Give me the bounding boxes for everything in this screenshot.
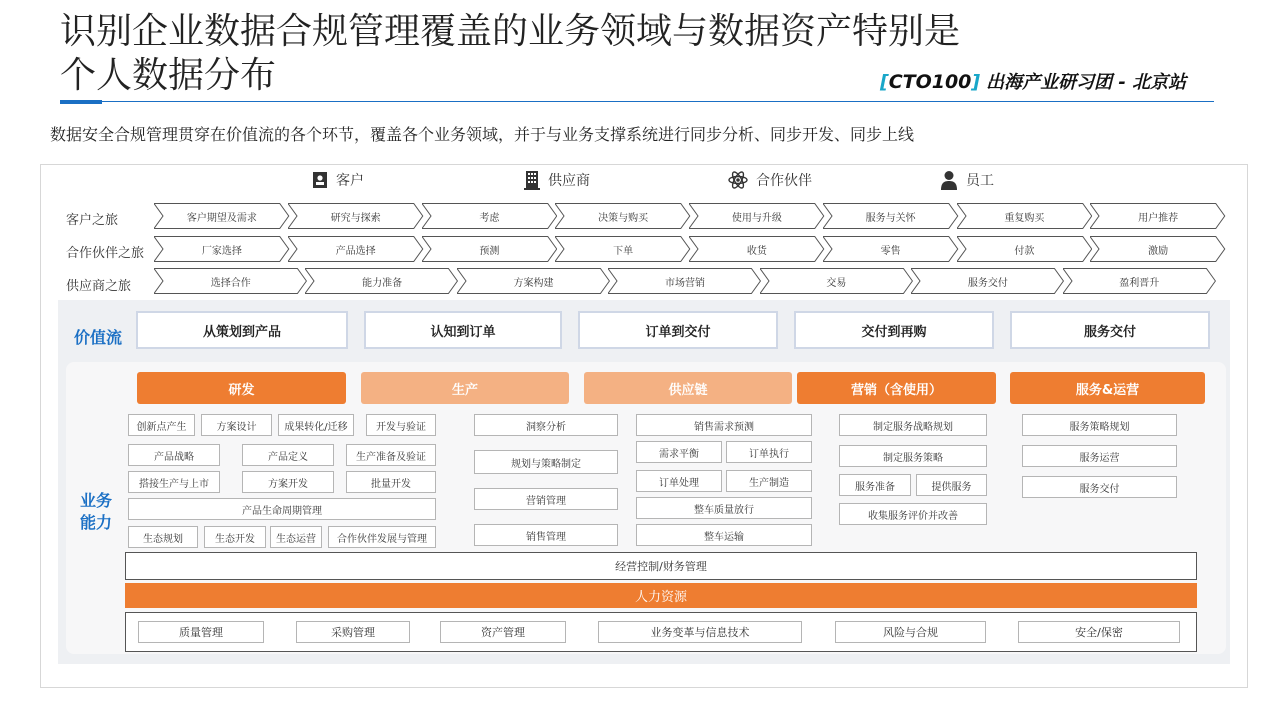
value-stream-item: 从策划到产品: [136, 311, 348, 349]
journey-step-label: 付款: [1014, 245, 1035, 257]
support-function: 质量管理: [138, 621, 264, 643]
journey-step-label: 服务交付: [967, 277, 1008, 289]
capability-box: 生产制造: [726, 470, 812, 492]
stakeholder-customer: [312, 170, 364, 190]
stakeholder-label: 合作伙伴: [756, 173, 812, 189]
journey-step-label: 下单: [613, 245, 634, 257]
journey-step-label: 选择合作: [210, 277, 251, 289]
journey-step-label: 产品选择: [335, 245, 376, 257]
subtitle: 数据安全合规管理贯穿在价值流的各个环节，覆盖各个业务领域，并于与业务支撑系统进行同步分析、同步开发、同步上线: [50, 125, 915, 144]
capability-label: 业务能力: [80, 491, 113, 532]
support-function: 风险与合规: [835, 621, 986, 643]
journey-step: [457, 268, 610, 294]
journey-step: [154, 236, 290, 262]
journey-step-label: 用户推荐: [1138, 212, 1179, 224]
capability-box: 服务运营: [1022, 445, 1177, 467]
capability-box: 销售需求预测: [636, 414, 812, 436]
capability-box: 开发与验证: [366, 414, 436, 436]
capability-box: 生态开发: [204, 526, 266, 548]
capability-box: 制定服务战略规划: [839, 414, 987, 436]
journey-step: [1090, 236, 1226, 262]
support-function: 安全/保密: [1018, 621, 1180, 643]
finance-management-bar: 经营控制/财务管理: [125, 552, 1197, 580]
journey-step-label: 能力准备: [362, 277, 403, 289]
capability-box: 洞察分析: [474, 414, 618, 436]
page-title-line-2: 个人数据分布: [60, 55, 277, 96]
stakeholder-label: 员工: [966, 173, 994, 189]
journey-step: [689, 203, 825, 229]
journey-step: [608, 268, 761, 294]
capability-box: 产品战略: [128, 444, 220, 466]
journey-step: [154, 268, 307, 294]
journey-step-label: 方案构建: [513, 277, 554, 289]
value-stream-item: 订单到交付: [578, 311, 778, 349]
journey-row-customer: [154, 203, 1224, 229]
domain-header: 供应链: [584, 372, 792, 404]
journey-row-supplier: [154, 268, 1214, 294]
capability-box: 规划与策略制定: [474, 450, 618, 474]
human-resources-bar: 人力资源: [125, 583, 1197, 608]
capability-box: 服务策略规划: [1022, 414, 1177, 436]
journey-step-label: 预测: [479, 245, 500, 257]
atom-icon: [728, 170, 748, 190]
journey-label-customer: 客户之旅: [66, 213, 119, 228]
title-divider: [60, 101, 1214, 102]
journey-step-label: 考虑: [479, 212, 500, 224]
journey-label-supplier: 供应商之旅: [66, 279, 132, 294]
journey-step-label: 交易: [826, 277, 847, 289]
journey-step-label: 市场营销: [664, 277, 705, 289]
journey-step: [1090, 203, 1226, 229]
value-stream-item: 认知到订单: [364, 311, 562, 349]
support-function: 采购管理: [296, 621, 410, 643]
capability-box: 批量开发: [346, 471, 436, 493]
capability-box: 成果转化/迁移: [278, 414, 354, 436]
journey-step: [305, 268, 458, 294]
capability-box: 提供服务: [916, 474, 987, 496]
capability-box: 服务交付: [1022, 476, 1177, 498]
journey-step-label: 决策与购买: [598, 212, 649, 224]
capability-box: 生态运营: [270, 526, 322, 548]
journey-step: [823, 203, 959, 229]
capability-box: 营销管理: [474, 488, 618, 510]
stakeholder-employee: [940, 170, 994, 190]
journey-step-label: 研究与探索: [330, 212, 381, 224]
capability-box: 合作伙伴发展与管理: [328, 526, 436, 548]
journey-step-label: 激励: [1148, 245, 1169, 257]
capability-box: 收集服务评价并改善: [839, 503, 987, 525]
stakeholder-partner: [728, 170, 812, 190]
value-stream-item: 交付到再购: [794, 311, 994, 349]
capability-box: 整车运输: [636, 524, 812, 546]
journey-label-partner: 合作伙伴之旅: [66, 246, 145, 261]
journey-step: [823, 236, 959, 262]
capability-box: 产品生命周期管理: [128, 498, 436, 520]
domain-header: 营销（含使用）: [797, 372, 996, 404]
contact-card-icon: [312, 171, 328, 189]
capability-box: 创新点产生: [128, 414, 195, 436]
stakeholder-label: 客户: [336, 173, 364, 189]
journey-step-label: 客户期望及需求: [186, 212, 257, 224]
journey-step: [288, 203, 424, 229]
capability-box: 服务准备: [839, 474, 911, 496]
brand-logo: [880, 68, 1186, 94]
capability-box: 订单处理: [636, 470, 722, 492]
brand-bracket-open: [: [880, 71, 889, 93]
stakeholder-label: 供应商: [548, 173, 590, 189]
domain-header: 研发: [137, 372, 346, 404]
capability-box: 销售管理: [474, 524, 618, 546]
journey-step-label: 使用与升级: [731, 212, 782, 224]
journey-step: [555, 203, 691, 229]
journey-step-label: 重复购买: [1004, 212, 1045, 224]
brand-org: 出海产业研习团 - 北京站: [986, 72, 1187, 93]
capability-box: 方案设计: [201, 414, 272, 436]
building-icon: [524, 170, 540, 190]
journey-step: [288, 236, 424, 262]
journey-step: [760, 268, 913, 294]
journey-step-label: 厂家选择: [201, 245, 242, 257]
value-stream-label: 价值流: [74, 328, 123, 347]
journey-step: [154, 203, 290, 229]
support-function: 业务变革与信息技术: [598, 621, 802, 643]
journey-step: [1063, 268, 1216, 294]
capability-box: 整车质量放行: [636, 497, 812, 519]
journey-step: [555, 236, 691, 262]
page-title-line-1: 识别企业数据合规管理覆盖的业务领域与数据资产特别是: [60, 11, 961, 52]
capability-box: 方案开发: [242, 471, 334, 493]
capability-box: 产品定义: [242, 444, 334, 466]
domain-header: 服务&运营: [1010, 372, 1205, 404]
journey-step: [911, 268, 1064, 294]
capability-box: 生产准备及验证: [346, 444, 436, 466]
journey-step: [689, 236, 825, 262]
journey-step-label: 盈利晋升: [1119, 277, 1160, 289]
capability-box: 搭接生产与上市: [128, 471, 220, 493]
journey-step-label: 收货: [746, 245, 767, 257]
title-accent-bar: [60, 100, 102, 104]
journey-step-label: 零售: [880, 245, 901, 257]
stakeholder-supplier: [524, 170, 590, 190]
person-icon: [940, 170, 958, 190]
capability-box: 需求平衡: [636, 441, 722, 463]
journey-step-label: 服务与关怀: [865, 212, 916, 224]
value-stream-item: 服务交付: [1010, 311, 1210, 349]
journey-row-partner: [154, 236, 1224, 262]
capability-box: 制定服务策略: [839, 445, 987, 467]
journey-step: [957, 203, 1093, 229]
brand-bracket-close: ]: [971, 71, 981, 93]
brand-cto: CTO100: [888, 71, 972, 93]
journey-step: [422, 236, 558, 262]
capability-box: 生态规划: [128, 526, 198, 548]
support-function: 资产管理: [440, 621, 566, 643]
domain-header: 生产: [361, 372, 569, 404]
journey-step: [422, 203, 558, 229]
capability-box: 订单执行: [726, 441, 812, 463]
journey-step: [957, 236, 1093, 262]
